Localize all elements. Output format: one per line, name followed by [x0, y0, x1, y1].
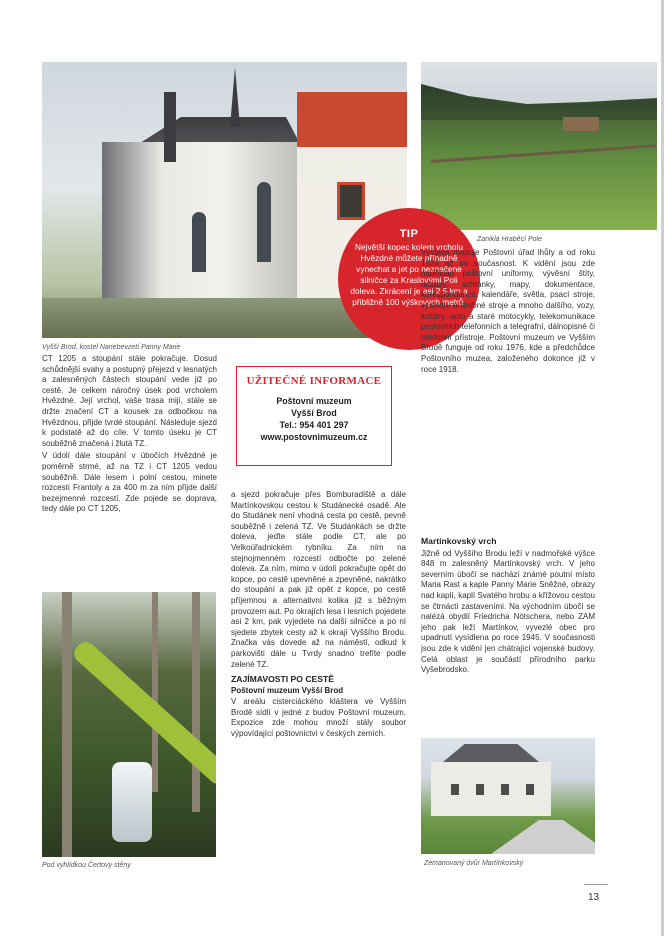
subsection-heading: Poštovní muzeum Vyšší Brod	[231, 685, 344, 695]
section-heading: ZAJÍMAVOSTI PO CESTĚ	[231, 674, 334, 685]
tip-title: TIP	[399, 228, 419, 240]
farmhouse-photo	[421, 738, 595, 854]
page-number: 13	[588, 892, 600, 903]
paragraph: CT 1205 a stoupání stále pokračuje. Dosud schůdnější svahy a postupný přejezd v lesnatých a zalesněných částech stoupání vede již po cestě. Je celkem náročný úsek pod vrcholem Hvězdné. Její vrchol, vaše trasa mijí, stále se držte značení CT a kousek za odbočkou na Hvězdnou, přijde tvrdé stoupání. Následuje sjezd k podstatě až do cíle. V tomto úseku je CT souběžně značená i žlutá TZ.	[42, 354, 217, 448]
paragraph: Výstava mapuje Poštovní úřad lhůty a od roku 1526 až po současnost. K vidění jsou zde například poštovní uniformy, vývěsní štíty, odkazy, schránky, mapy, dokumentace, korespondence, kalendáře, světla, psací stroje, výslední a drobné stroje a mnoho dalšího, vozy, kočáry, auto a staré motocykly, telekomunikace poslovních telefonních a telegrafní, dálnopisné či telefonní přístroje. Poštovní muzeum ve Vyšším Brodě funguje od roku 1976, kde a předchůdce Poštovního muzea, založeného dokonce již v roce 1918.	[421, 248, 595, 374]
paragraph: V areálu cisterciáckého kláštera ve Vyšším Brodě sídlí v jedné z budov Poštovní muzeum. Expozice zde mohou množí stály soubor výpovídající poštovnictví v českých zemích.	[231, 697, 406, 739]
meadow-caption: Zaniklá Hraběcí Pole	[477, 236, 542, 243]
text-column-left	[42, 354, 217, 517]
farm-caption: Zemanovaný dvůr Martínkovský	[424, 860, 524, 867]
tip-body: Největší kopec kolem vrcholu Hvězdné můžete případně vynechat a jet po neznačené silničce za Kraslovými Poli doleva. Zkrácení je asi 2,5 km a přibližně 100 výškových metrů.	[350, 242, 468, 307]
forest-photo	[42, 592, 216, 857]
info-box-title: UŽITEČNÉ INFORMACE	[246, 375, 382, 387]
meadow-photo	[421, 62, 657, 230]
museum-name: Poštovní muzeum	[276, 396, 352, 406]
useful-info-box	[236, 366, 392, 466]
museum-website-link[interactable]: www.postovnimuzeum.cz	[260, 432, 368, 442]
monastery-caption: Vyšší Brod, kostel Nanebevzetí Panny Marie	[42, 344, 181, 351]
page-number-rule	[584, 884, 608, 885]
paragraph: a sjezd pokračuje přes Bomburadiště a dále Martínkovskou cestou k Studánecké osadě. Ale do Studánek není vhodná cesta po cestě, pevně souběžně i zelená TZ. Ve Studánkách se držte doleva, jeďte stále podle CT, ale po Velkoúřadnickém rybníku. Za ním na stejnojmenném rozcestí odbočte po zelené doleva. Za ním, mimo v údolí pokračujte opět do kopce, po cestě upevněné a zpevněné, nakrátko do stoupání a pak již opět z kopce, po cestě příjemnou a alternativní kolika již s běžným provozem aut. Po okrajích lesa i lesních pojedete asi 2 km, pak vyjedete na další silničce a po ní sjedete zbytek cesty až k okraji Vyššího Brodu. Značka vás dovede až na náměstí, odkud k parkovišti dále u Tvrdy snadno trefíte podle zelené TZ.	[231, 490, 406, 669]
subsection-heading: Martínkovský vrch	[421, 536, 497, 546]
paragraph: Jižně od Vyššího Brodu leží v nadmořské výšce 848 m zalesněný Martínkovský vrch. V jeho severním úbočí se nachází známé poutní místo Maria Rast a kaple Panny Marie Sněžné, obrazy nad kaplí, kaplí Svatého hrobu a křížovou cestou se čtrnácti zastaveními. Na východním úbočí se nalézá obydlí Friedricha Nötschera, nebo ZAM jeho pak leží Martínkov, vyvezlé obec pro upadnutí vysídlena po roce 1945. V současnosti jsou zde k vidění jen chátrající vojenské budovy. Celá oblast je součástí přírodního parku Vyšebrodsko.	[421, 548, 595, 675]
text-column-right-bottom	[421, 530, 595, 678]
paragraph: V údolí dále stoupání v úbočích Hvězdné je poměrně strmé, až na TZ i CT 1205 vedou souběžně. Dále lesem i polní cestou, minete rozcestí Frantoly a za 400 m za ním přijde další bezejmenné rozcestí. Zde pojede se doprava, tedy dále po CT 1205,	[42, 451, 217, 514]
museum-phone: Tel.: 954 401 297	[279, 420, 349, 430]
text-column-right-top	[421, 248, 595, 377]
forest-caption: Pod vyhlídkou Čertovy stěny	[42, 862, 131, 869]
text-column-middle	[231, 490, 406, 742]
museum-town: Vyšší Brod	[291, 408, 337, 418]
